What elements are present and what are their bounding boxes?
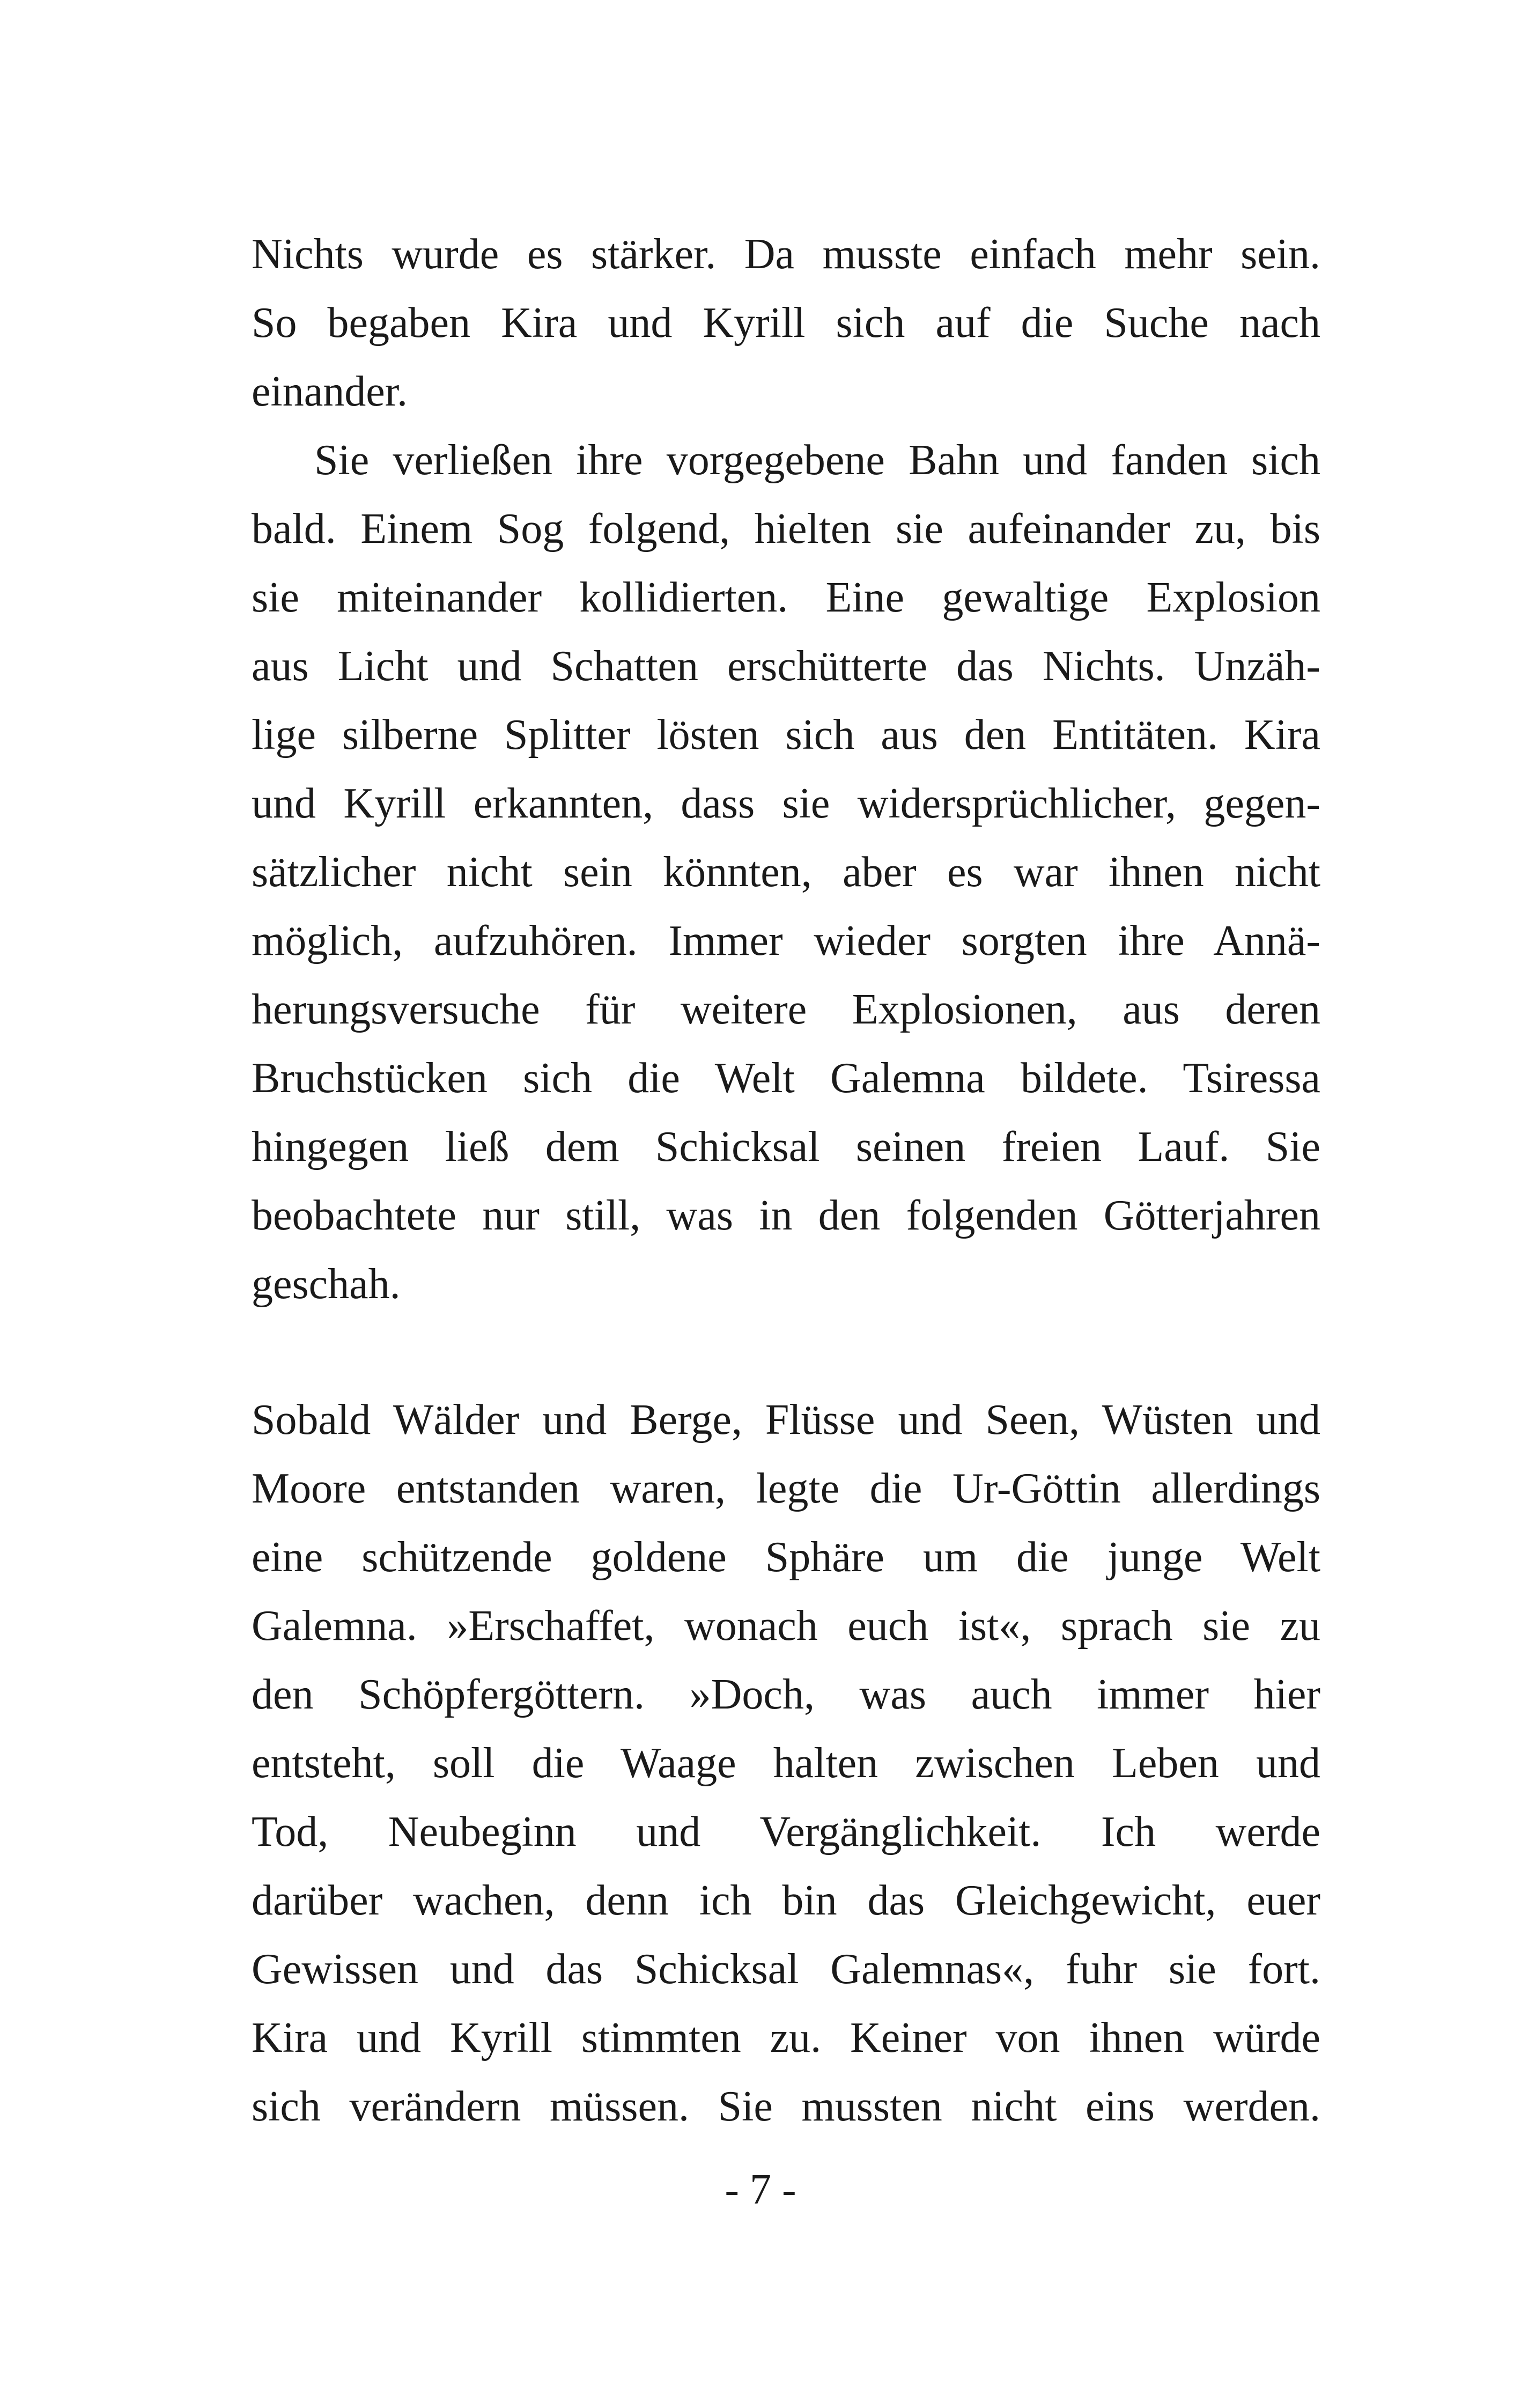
text-line: herungsversuche für weitere Explosionen, aus deren [252,986,1320,1033]
text-line: Gewissen und das Schicksal Galemnas«, fuhr sie fort. [252,1946,1320,1993]
text-line: bald. Einem Sog folgend, hielten sie aufeinander zu, bis [252,505,1320,553]
text-section-bottom [252,1386,1320,2141]
text-section-top [252,220,1320,1319]
text-line: hingegen ließ dem Schicksal seinen freien Lauf. Sie [252,1123,1320,1170]
paragraph [252,220,1320,426]
text-line: Moore entstanden waren, legte die Ur-Göttin allerdings [252,1465,1320,1512]
text-line: entsteht, soll die Waage halten zwischen Leben und [252,1740,1320,1787]
text-line: Kira und Kyrill stimmten zu. Keiner von ihnen würde [252,2014,1320,2061]
text-line: sie miteinander kollidierten. Eine gewaltige Explosion [252,574,1320,621]
text-line: einander. [252,368,408,415]
text-line: So begaben Kira und Kyrill sich auf die Suche nach [252,299,1320,347]
text-line: Galemna. »Erschaffet, wonach euch ist«, sprach sie zu [252,1602,1320,1649]
text-line: möglich, aufzuhören. Immer wieder sorgten ihre Annä- [252,917,1320,964]
paragraph [252,426,1320,1319]
text-line: Sobald Wälder und Berge, Flüsse und Seen, Wüsten und [252,1396,1320,1444]
text-line: Sie verließen ihre vorgegebene Bahn und fanden sich [314,437,1320,484]
text-line: Bruchstücken sich die Welt Galemna bildete. Tsiressa [252,1055,1320,1102]
text-line: darüber wachen, denn ich bin das Gleichgewicht, euer [252,1877,1320,1924]
text-line: sich verändern müssen. Sie mussten nicht eins werden. [252,2083,1320,2130]
text-line: beobachtete nur still, was in den folgenden Götterjahren [252,1192,1320,1239]
text-line: aus Licht und Schatten erschütterte das Nichts. Unzäh- [252,643,1320,690]
page-number: - 7 - [725,2166,796,2213]
text-line: lige silberne Splitter lösten sich aus den Entitäten. Kira [252,711,1320,759]
text-line: sätzlicher nicht sein könnten, aber es war ihnen nicht [252,849,1320,896]
text-line: den Schöpfergöttern. »Doch, was auch immer hier [252,1671,1320,1718]
text-line: eine schützende goldene Sphäre um die junge Welt [252,1534,1320,1581]
text-line: und Kyrill erkannten, dass sie widersprüchlicher, gegen- [252,780,1320,827]
text-line: Tod, Neubeginn und Vergänglichkeit. Ich werde [252,1808,1320,1855]
paragraph [252,1386,1320,2141]
text-line: geschah. [252,1261,401,1308]
text-line: Nichts wurde es stärker. Da musste einfach mehr sein. [252,231,1320,278]
